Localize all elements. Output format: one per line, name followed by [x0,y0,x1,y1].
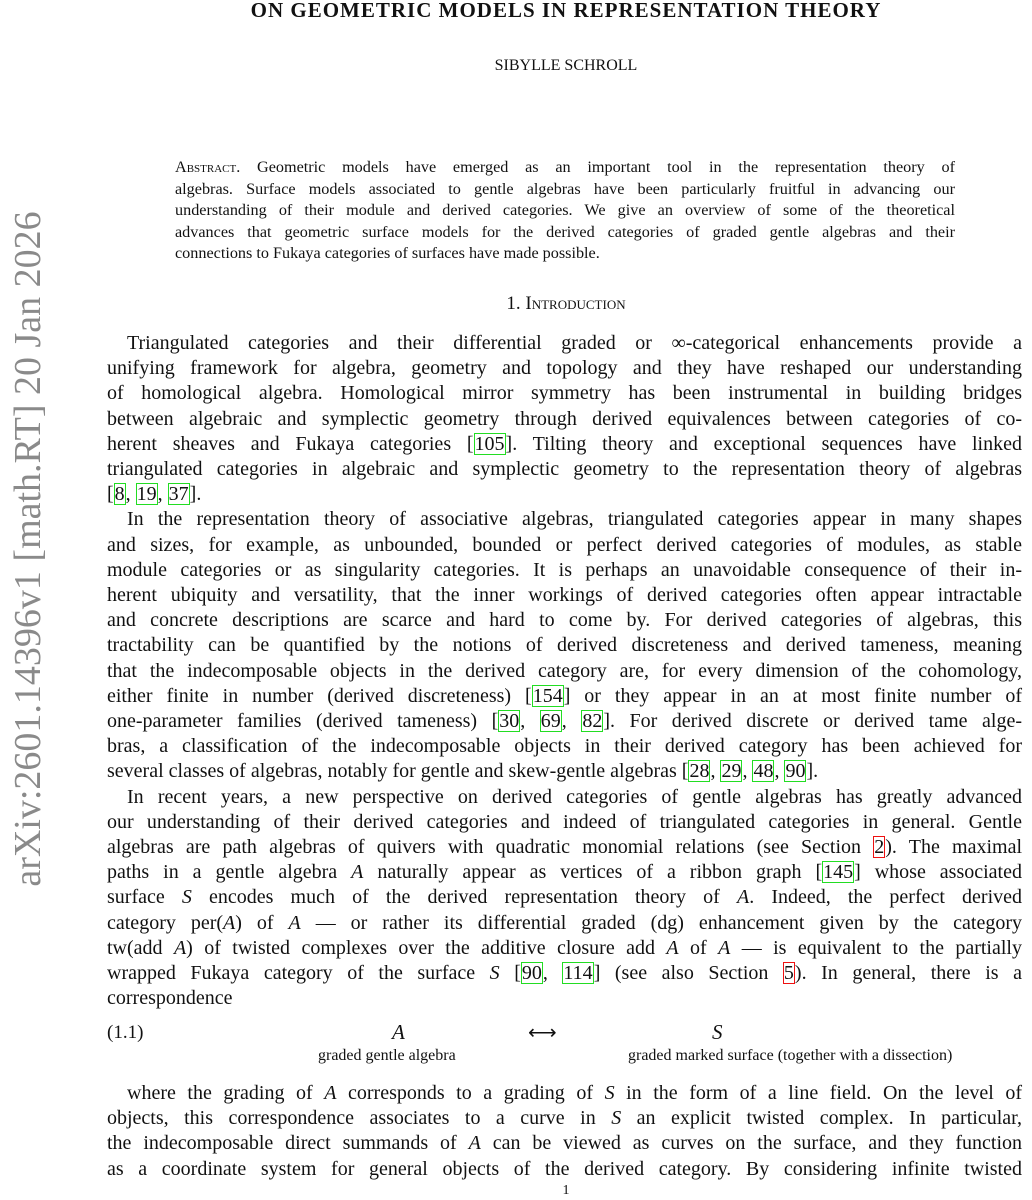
text-line [107,356,1022,381]
text-segment: of [678,936,719,959]
citation-link[interactable]: 37 [168,483,189,506]
text-line [107,482,1022,507]
text-segment: ] (see also Section [593,961,783,984]
text-segment: several classes of algebras, notably for gentle and skew-gentle algebras [ [107,760,689,783]
text-segment: algebras are path algebras of quivers with quadratic monomial relations (see Section [107,835,874,858]
equation-number: (1.1) [107,1022,144,1043]
text-segment: . Indeed, the perfect derived [749,886,1023,909]
text-line [107,734,1022,759]
text-segment: that the indecomposable objects in the derived category are, for every dimension of the cohomology, [107,659,1022,682]
text-segment: either finite in number (derived discreteness) [ [107,684,532,707]
abstract-line [175,157,955,179]
text-line [107,885,1022,910]
text-line [107,583,1022,608]
text-line [107,810,1022,835]
section-reference-link[interactable]: 2 [874,835,885,858]
citation-link[interactable]: 19 [136,483,157,506]
text-line [107,860,1022,885]
text-segment: , [742,760,753,783]
text-line [107,533,1022,558]
section-reference-link[interactable]: 5 [783,961,794,984]
text-segment: Triangulated categories and their differential graded or ∞-categorical enhancements provide a [127,332,1022,354]
text-segment: ]. Tilting theory and exceptional sequences have linked [505,432,1022,455]
text-segment: in the form of a line field. On the level of [614,1082,1023,1104]
text-line [107,507,1022,532]
abstract-line: connections to Fukaya categories of surfaces have made possible. [175,244,600,262]
text-segment: ) of twisted complexes over the additive closure add [186,936,667,959]
text-segment: one-parameter families (derived tameness) [ [107,709,499,732]
citation-link[interactable]: 145 [823,861,854,884]
math-symbol: A [351,861,364,884]
text-line [107,1081,1022,1106]
text-segment: , [561,709,582,732]
text-line [107,709,1022,734]
text-segment: wrapped Fukaya category of the surface [107,961,490,984]
body-paragraph [107,331,1022,507]
text-segment: tractability can be quantified by the notions of derived discreteness and derived tameness, meaning [107,634,1022,657]
citation-link[interactable]: 105 [474,432,505,455]
section-heading [100,293,1032,315]
text-segment: , [542,961,563,984]
text-segment: ) of [235,911,289,934]
text-segment: ]. For derived discrete or derived tame alge- [603,709,1023,732]
citation-link[interactable]: 8 [114,483,125,506]
citation-link[interactable]: 30 [499,709,520,732]
text-line [107,1106,1022,1131]
abstract-line: algebras. Surface models associated to gentle algebras have been particularly fruitful in advancing our [175,179,955,198]
text-line [107,986,1022,1011]
math-symbol: A [173,936,187,959]
text-line [107,1157,1022,1182]
math-symbol: S [181,886,192,909]
text-segment: an explicit twisted complex. In particular, [621,1107,1022,1130]
section-title: Introduction [525,293,626,314]
text-line [107,911,1022,936]
text-segment: and concrete descriptions are scarce and hard to come by. For derived categories of algebras, this [107,609,1022,632]
text-line [107,936,1022,961]
text-segment: ). In general, there is a [794,961,1022,984]
citation-link[interactable]: 28 [689,760,710,783]
text-line [107,381,1022,406]
text-line [107,659,1022,684]
text-segment: , [520,709,540,732]
citation-link[interactable]: 29 [721,760,742,783]
text-segment: encodes much of the derived representation theory of [191,886,737,909]
math-symbol: A [223,911,236,934]
paper-title: ON GEOMETRIC MODELS IN REPRESENTATION THEORY [250,0,882,22]
equation-right-symbol: S [712,1020,723,1044]
text-segment: corresponds to a grading of [336,1082,605,1104]
math-symbol: S [604,1082,615,1104]
text-line [107,835,1022,860]
text-line [107,558,1022,583]
text-segment: — or rather its differential graded (dg) enhancement given by the category [300,911,1022,934]
arxiv-identifier-sidebar: arXiv:2601.14396v1 [math.RT] 20 Jan 2026 [7,211,49,887]
text-line [107,407,1022,432]
citation-link[interactable]: 82 [582,709,603,732]
abstract-label: Abstract. [175,158,241,176]
citation-link[interactable]: 154 [532,684,563,707]
body-paragraph [107,1081,1022,1182]
text-segment: objects, this correspondence associates to a curve in [107,1107,612,1130]
text-segment: between algebraic and symplectic geometry through derived equivalences between categories of co- [107,407,1022,430]
math-symbol: S [611,1107,622,1130]
citation-link[interactable]: 90 [785,760,806,783]
math-symbol: A [288,911,301,934]
text-segment: ]. [189,483,202,506]
equation-left-label: graded gentle algebra [318,1047,456,1064]
text-segment: herent sheaves and Fukaya categories [ [107,432,474,455]
math-symbol: A [736,886,750,909]
text-line [107,432,1022,457]
math-symbol: A [324,1082,337,1104]
text-segment: herent ubiquity and versatility, that the inner workings of derived categories often appear intractable [107,583,1022,606]
text-segment: In recent years, a new perspective on derived categories of gentle algebras has greatly advanced [127,785,1022,808]
text-segment: tw(add [107,936,174,959]
text-segment: [ [499,961,521,984]
body-paragraph [107,785,1022,1012]
text-segment: ] or they appear in an at most finite number of [563,684,1022,707]
text-segment: ). The maximal [885,835,1023,858]
text-segment: naturally appear as vertices of a ribbon graph [ [363,861,823,884]
text-line [107,608,1022,633]
text-segment: surface [107,886,182,909]
text-segment: triangulated categories in algebraic and symplectic geometry to the representation theory of algebras [107,457,1022,480]
text-segment: [ [107,483,114,506]
citation-link[interactable]: 114 [563,961,593,984]
text-segment: ] whose associated [854,861,1022,884]
text-segment: category per( [107,911,224,934]
text-segment: paths in a gentle algebra [107,861,352,884]
text-line [107,759,1022,784]
text-line [107,331,1022,356]
text-line [107,457,1022,482]
text-segment: module categories or as singularity categories. It is perhaps an unavoidable consequence of their in- [107,558,1022,581]
text-segment: unifying framework for algebra, geometry and topology and they have reshaped our understanding [107,357,1022,380]
text-segment: and sizes, for example, as unbounded, bounded or perfect derived categories of modules, as stable [107,533,1022,556]
text-line [107,961,1022,986]
text-segment: the indecomposable direct summands of [107,1132,469,1155]
math-symbol: S [489,961,500,984]
text-segment: — is equivalent to the partially [730,936,1022,959]
citation-link[interactable]: 69 [540,709,561,732]
text-segment: , [710,760,721,783]
text-line [107,1131,1022,1156]
abstract-text: Geometric models have emerged as an important tool in the representation theory of [240,158,955,176]
body-paragraph [107,507,1022,784]
text-segment: where the grading of [127,1082,325,1104]
abstract-line: understanding of their module and derived categories. We give an overview of some of the theoretical [175,201,955,219]
text-segment: , [125,483,136,506]
text-segment: as a coordinate system for general objects of the derived category. By considering infinite twisted [107,1157,1022,1180]
text-segment: can be viewed as curves on the surface, and they function [480,1132,1023,1155]
author-name: SIBYLLE SCHROLL [494,57,638,74]
equation-right-label: graded marked surface (together with a dissection) [628,1047,953,1064]
page-number: 1 [562,1183,570,1198]
math-symbol: A [718,936,731,959]
equation-left-symbol: A [392,1020,405,1044]
text-line [107,684,1022,709]
bidirectional-arrow-icon: ⟷ [528,1022,557,1044]
text-segment: correspondence [107,987,233,1010]
text-segment: In the representation theory of associative algebras, triangulated categories appear in many shapes [127,508,1022,531]
citation-link[interactable]: 48 [753,760,774,783]
text-segment: , [157,483,168,506]
text-line [107,785,1022,810]
text-line [107,633,1022,658]
math-symbol: A [468,1132,481,1155]
section-number: 1. [506,293,521,314]
text-segment: our understanding of their derived categories and indeed of triangulated categories in general. Gentle [107,810,1022,833]
text-segment: ]. [806,760,819,783]
citation-link[interactable]: 90 [521,961,542,984]
abstract [175,157,955,265]
math-symbol: A [666,936,679,959]
text-segment: of homological algebra. Homological mirror symmetry has been instrumental in building bridges [107,382,1022,405]
text-segment: , [774,760,785,783]
text-segment: bras, a classification of the indecomposable objects in their derived category has been achieved for [107,735,1022,758]
abstract-line: advances that geometric surface models for the derived categories of graded gentle algebras and their [175,222,955,241]
